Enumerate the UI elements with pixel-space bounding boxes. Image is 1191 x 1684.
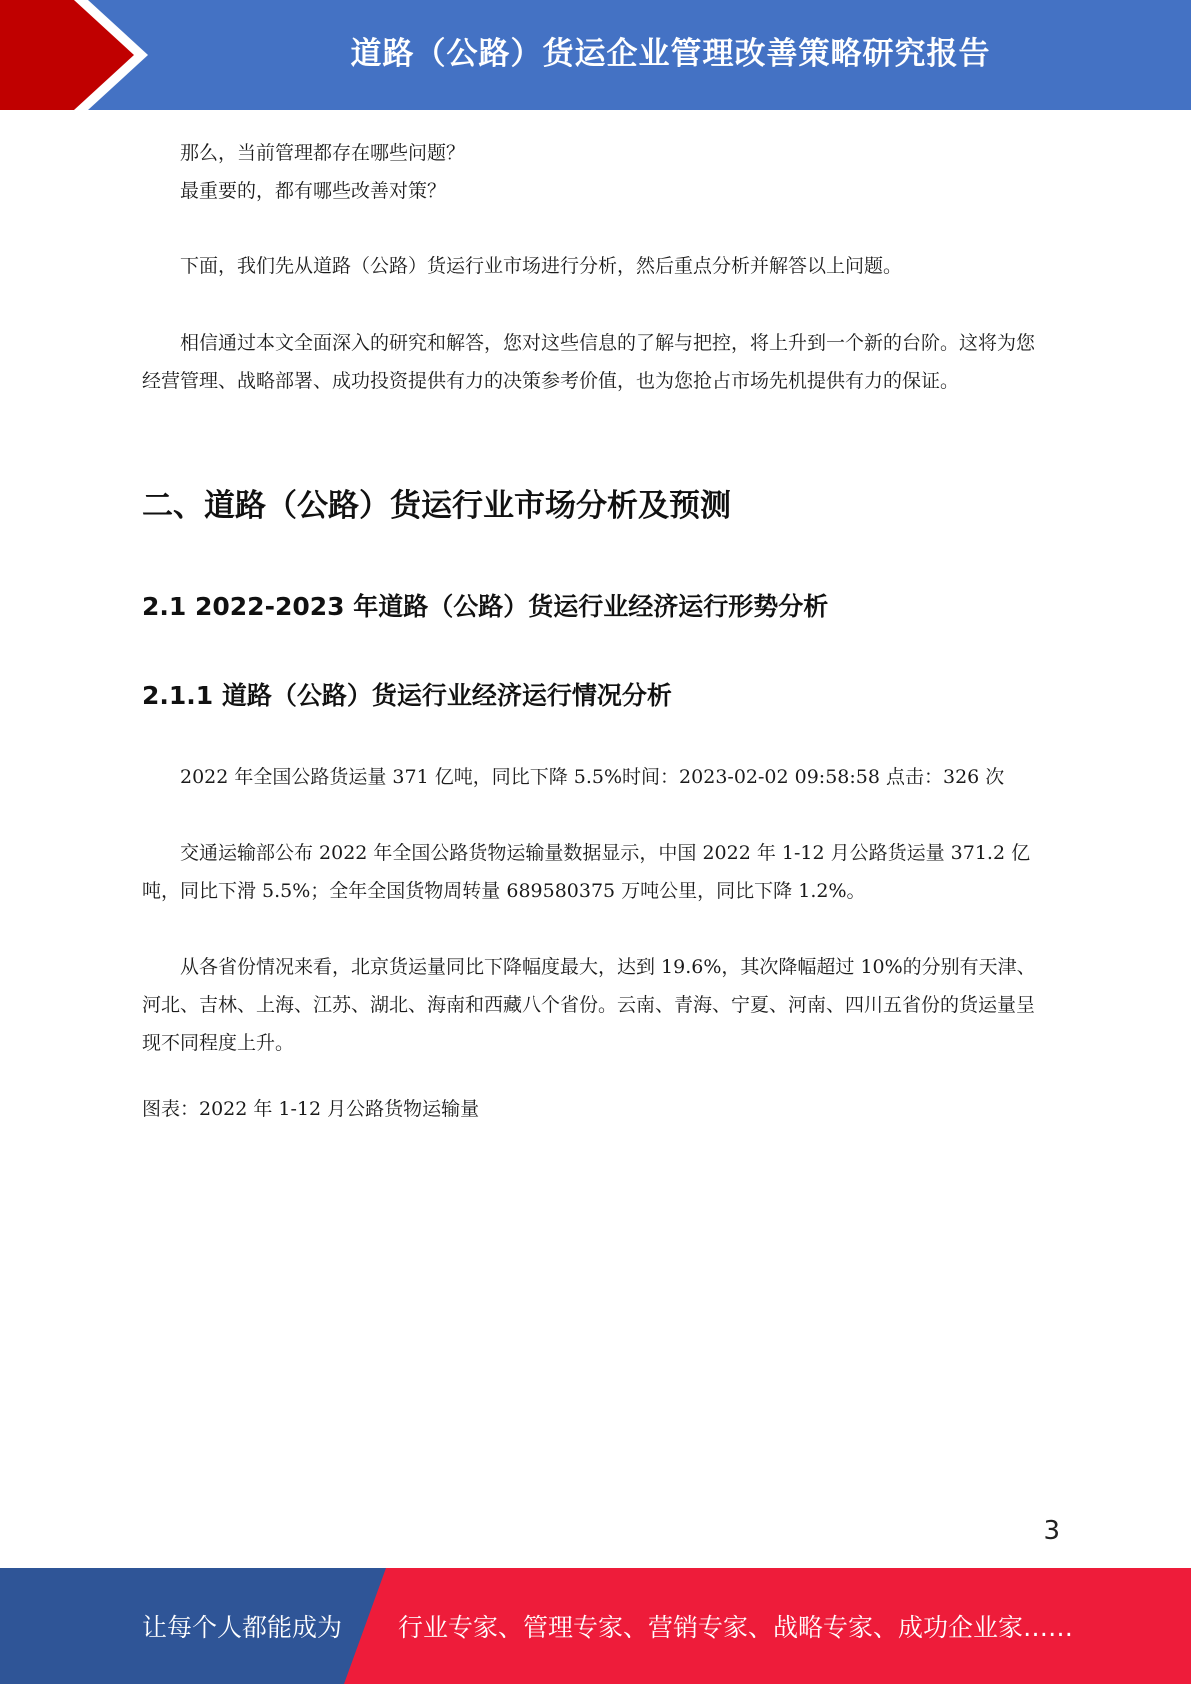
page-number: 3 bbox=[1043, 1516, 1060, 1546]
page-header bbox=[0, 0, 1191, 110]
footer-slogan-right: 行业专家、管理专家、营销专家、战略专家、成功企业家…… bbox=[398, 1613, 1074, 1642]
page-footer bbox=[0, 1568, 1191, 1684]
value-paragraph: 相信通过本文全面深入的研究和解答，您对这些信息的了解与把控，将上升到一个新的台阶。这将为您经营管理、战略部署、成功投资提供有力的决策参考价值，也为您抢占市场先机提供有力的保证。 bbox=[142, 332, 1036, 392]
subsubsection-heading: 2.1.1 道路（公路）货运行业经济运行情况分析 bbox=[142, 681, 672, 710]
question-problems: 那么，当前管理都存在哪些问题？ bbox=[180, 142, 466, 164]
footer-slogan-left: 让每个人都能成为 bbox=[142, 1613, 343, 1642]
figure-caption: 图表：2022 年 1-12 月公路货物运输量 bbox=[142, 1098, 480, 1120]
section-heading: 二、道路（公路）货运行业市场分析及预测 bbox=[142, 488, 731, 524]
question-solutions: 最重要的，都有哪些改善对策？ bbox=[180, 180, 447, 202]
province-paragraph: 从各省份情况来看，北京货运量同比下降幅度最大，达到 19.6%，其次降幅超过 10%的分别有天津、河北、吉林、上海、江苏、湖北、海南和西藏八个省份。云南、青海、宁夏、河南、四川五省份的货运量呈现不同程度上升。 bbox=[142, 956, 1036, 1054]
freight-paragraph: 交通运输部公布 2022 年全国公路货物运输量数据显示，中国 2022 年 1-12 月公路货运量 371.2 亿吨，同比下滑 5.5%；全年全国货物周转量 689580375 万吨公里，同比下降 1.2%。 bbox=[142, 842, 1031, 902]
report-title: 道路（公路）货运企业管理改善策略研究报告 bbox=[350, 35, 991, 72]
subsection-heading: 2.1 2022-2023 年道路（公路）货运行业经济运行形势分析 bbox=[142, 592, 829, 621]
intro-paragraph: 下面，我们先从道路（公路）货运行业市场进行分析，然后重点分析并解答以上问题。 bbox=[180, 255, 903, 277]
news-line: 2022 年全国公路货运量 371 亿吨，同比下降 5.5%时间：2023-02-02 09:58:58 点击：326 次 bbox=[180, 766, 1005, 788]
